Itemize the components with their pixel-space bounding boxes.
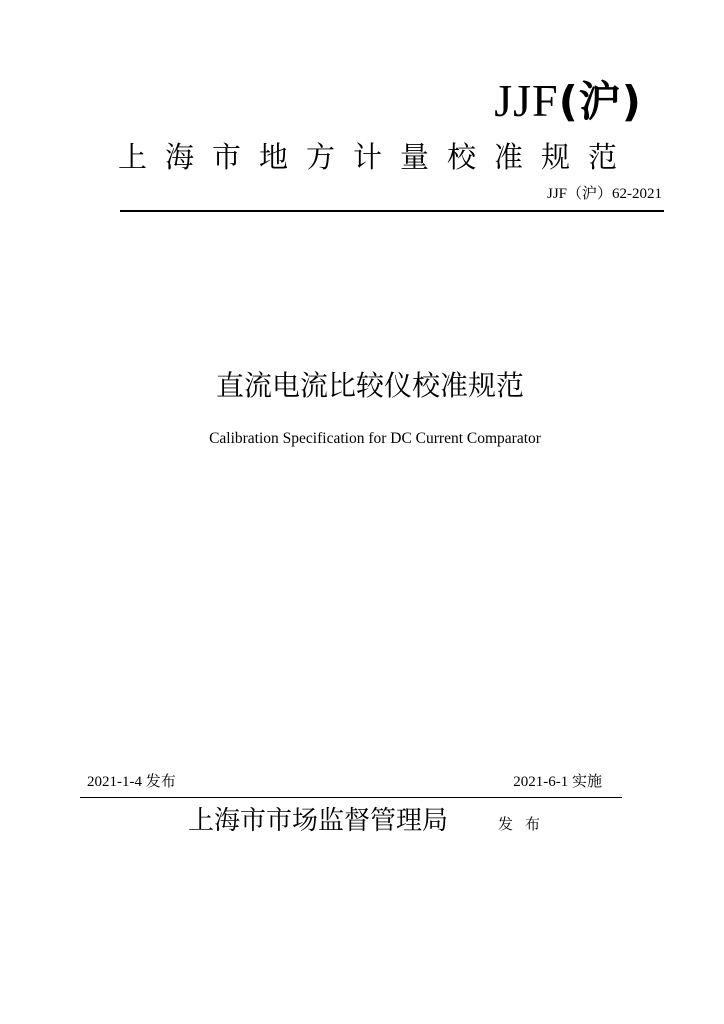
document-number: JJF（沪）62-2021 bbox=[546, 186, 662, 202]
document-title-chinese: 直流电流比较仪校准规范 bbox=[215, 369, 524, 402]
header-divider bbox=[120, 210, 664, 212]
issue-date: 2021-1-4 发布 bbox=[87, 774, 176, 790]
issuing-authority: 上海市市场监督管理局 bbox=[188, 806, 449, 836]
document-title-english: Calibration Specification for DC Current Comparator bbox=[209, 430, 541, 447]
standard-code-region: (沪) bbox=[558, 77, 642, 126]
series-title: 上海市地方计量校准规范 bbox=[118, 140, 636, 174]
standard-code-heading bbox=[494, 75, 642, 126]
footer-divider bbox=[80, 797, 622, 798]
implementation-date: 2021-6-1 实施 bbox=[513, 774, 602, 790]
publish-label: 发布 bbox=[498, 815, 553, 833]
standard-code-prefix: JJF bbox=[494, 75, 559, 126]
